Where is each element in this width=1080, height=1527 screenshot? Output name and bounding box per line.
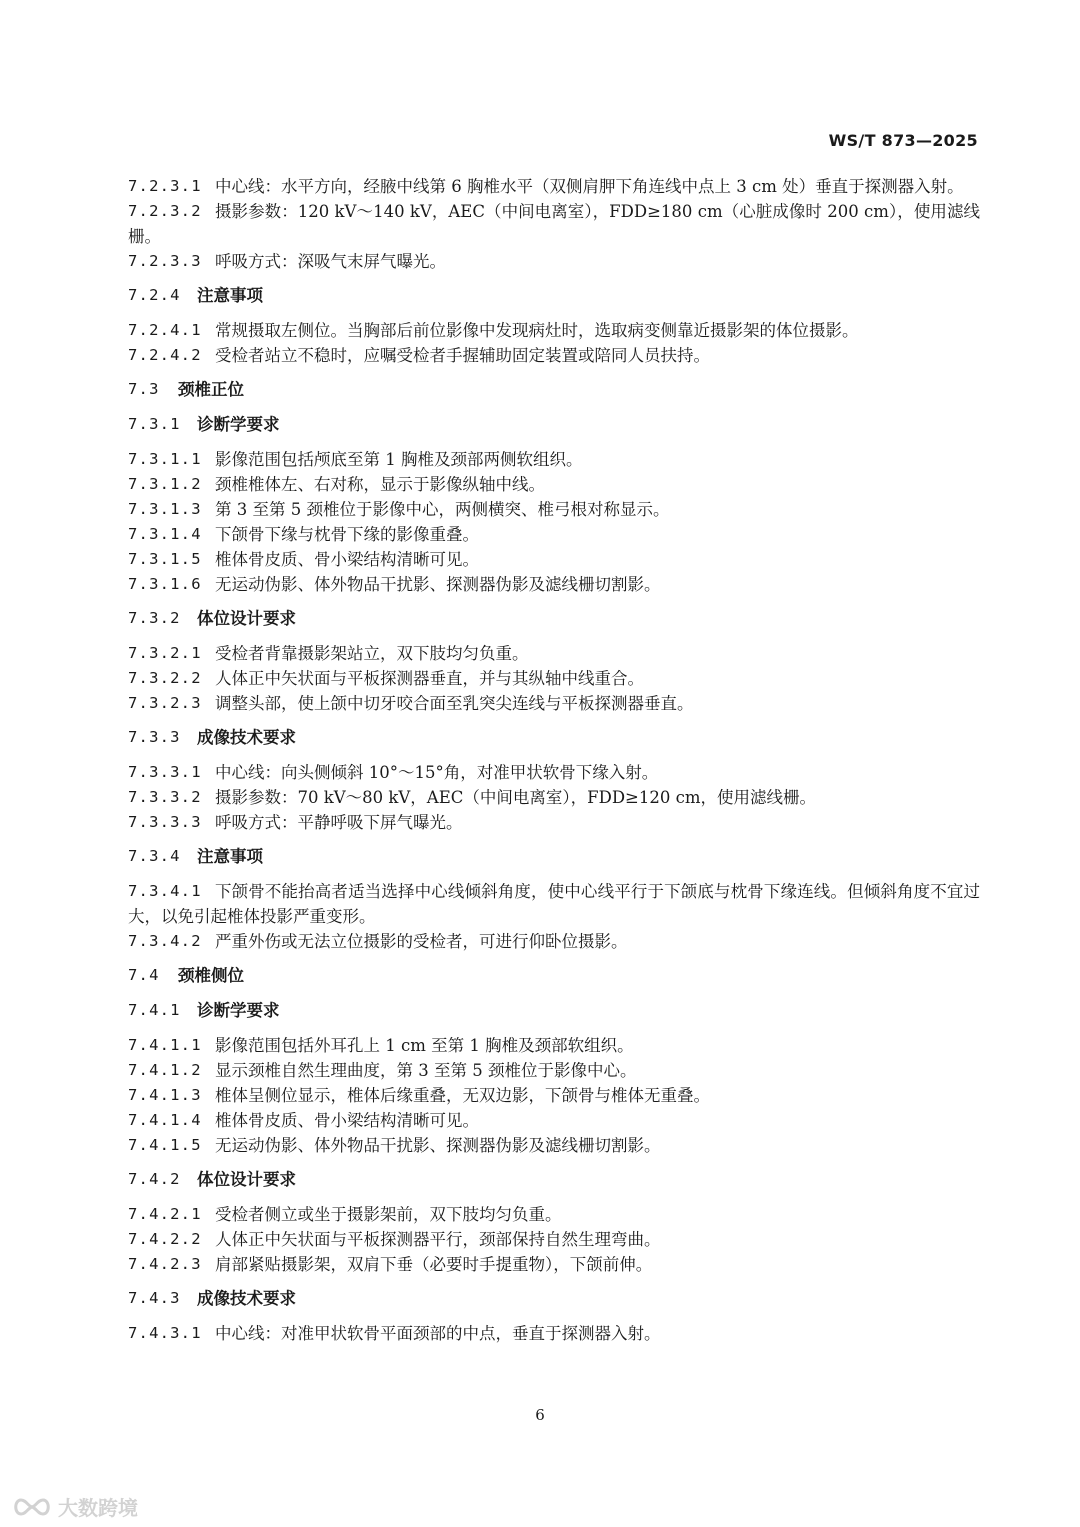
clause-text: 中心线：对准甲状软骨平面颈部的中点，垂直于探测器入射。 [215,1324,661,1343]
clause-text: 呼吸方式：平静呼吸下屏气曝光。 [215,813,463,832]
subsection-heading [128,1286,980,1311]
clause-number: 7.3.2.3 [128,694,202,712]
subsection-heading [128,606,980,631]
clause-text: 受检者背靠摄影架站立，双下肢均匀负重。 [215,644,529,663]
clause-text: 显示颈椎自然生理曲度，第 3 至第 5 颈椎位于影像中心。 [215,1061,637,1080]
clause-number: 7.3 [128,380,160,398]
clause-number: 7.4.2 [128,1170,181,1188]
clause-paragraph [128,1133,980,1158]
infinity-logo-icon [10,1496,54,1518]
clause-number: 7.3.1.4 [128,525,202,543]
section-heading [128,963,980,988]
clause-number: 7.3.1 [128,415,181,433]
clause-paragraph [128,199,980,249]
watermark [10,1492,138,1521]
clause-number: 7.3.1.5 [128,550,202,568]
clause-text: 椎体呈侧位显示，椎体后缘重叠，无双边影，下颌骨与椎体无重叠。 [215,1086,710,1105]
heading-text: 成像技术要求 [197,1289,296,1308]
heading-text: 诊断学要求 [197,1001,280,1020]
heading-text: 注意事项 [197,847,263,866]
clause-paragraph [128,1083,980,1108]
clause-paragraph [128,1108,980,1133]
heading-text: 注意事项 [197,286,263,305]
clause-text: 影像范围包括外耳孔上 1 cm 至第 1 胸椎及颈部软组织。 [215,1036,634,1055]
clause-number: 7.2.3.1 [128,177,202,195]
clause-text: 摄影参数：120 kV～140 kV，AEC（中间电离室），FDD≥180 cm（心脏成像时 200 cm），使用滤线栅。 [128,202,980,246]
clause-number: 7.4 [128,966,160,984]
clause-paragraph [128,1227,980,1252]
heading-text: 成像技术要求 [197,728,296,747]
clause-paragraph [128,522,980,547]
clause-text: 中心线：水平方向，经腋中线第 6 胸椎水平（双侧肩胛下角连线中点上 3 cm 处）垂直于探测器入射。 [215,177,964,196]
clause-paragraph [128,174,980,199]
clause-text: 无运动伪影、体外物品干扰影、探测器伪影及滤线栅切割影。 [215,1136,661,1155]
clause-number: 7.3.1.1 [128,450,202,468]
clause-number: 7.4.3 [128,1289,181,1307]
clause-number: 7.3.3.2 [128,788,202,806]
clause-paragraph [128,760,980,785]
subsection-heading [128,412,980,437]
clause-number: 7.3.4.2 [128,932,202,950]
clause-number: 7.2.4 [128,286,181,304]
watermark-text: 大数跨境 [58,1496,138,1520]
heading-text: 体位设计要求 [197,609,296,628]
clause-number: 7.3.3 [128,728,181,746]
clause-number: 7.3.2 [128,609,181,627]
clause-text: 常规摄取左侧位。当胸部后前位影像中发现病灶时，选取病变侧靠近摄影架的体位摄影。 [215,321,859,340]
clause-text: 中心线：向头侧倾斜 10°～15°角，对准甲状软骨下缘入射。 [215,763,659,782]
clause-number: 7.4.2.2 [128,1230,202,1248]
clause-number: 7.3.1.3 [128,500,202,518]
clause-number: 7.4.1.1 [128,1036,202,1054]
clause-text: 椎体骨皮质、骨小梁结构清晰可见。 [215,1111,479,1130]
clause-paragraph [128,1321,980,1346]
clause-paragraph [128,497,980,522]
clause-text: 肩部紧贴摄影架，双肩下垂（必要时手提重物），下颌前伸。 [215,1255,653,1274]
document-body [128,174,980,1346]
clause-text: 无运动伪影、体外物品干扰影、探测器伪影及滤线栅切割影。 [215,575,661,594]
subsection-heading [128,844,980,869]
clause-text: 摄影参数：70 kV～80 kV，AEC（中间电离室），FDD≥120 cm，使用滤线栅。 [215,788,817,807]
clause-text: 人体正中矢状面与平板探测器垂直，并与其纵轴中线重合。 [215,669,644,688]
clause-number: 7.2.3.3 [128,252,202,270]
subsection-heading [128,998,980,1023]
clause-number: 7.4.1.4 [128,1111,202,1129]
clause-text: 人体正中矢状面与平板探测器平行，颈部保持自然生理弯曲。 [215,1230,661,1249]
subsection-heading [128,725,980,750]
clause-paragraph [128,785,980,810]
clause-paragraph [128,879,980,929]
clause-paragraph [128,641,980,666]
clause-paragraph [128,1058,980,1083]
clause-paragraph [128,666,980,691]
clause-paragraph [128,691,980,716]
clause-paragraph [128,929,980,954]
clause-number: 7.4.2.3 [128,1255,202,1273]
clause-text: 受检者站立不稳时，应嘱受检者手握辅助固定装置或陪同人员扶持。 [215,346,710,365]
clause-number: 7.3.2.1 [128,644,202,662]
page-number: 6 [535,1406,545,1424]
clause-number: 7.2.4.1 [128,321,202,339]
clause-text: 调整头部，使上颌中切牙咬合面至乳突尖连线与平板探测器垂直。 [215,694,694,713]
subsection-heading [128,283,980,308]
clause-number: 7.4.1 [128,1001,181,1019]
clause-paragraph [128,547,980,572]
heading-text: 诊断学要求 [197,415,280,434]
clause-text: 下颌骨下缘与枕骨下缘的影像重叠。 [215,525,479,544]
clause-number: 7.4.1.2 [128,1061,202,1079]
clause-text: 椎体骨皮质、骨小梁结构清晰可见。 [215,550,479,569]
clause-number: 7.3.4.1 [128,882,202,900]
clause-number: 7.3.1.2 [128,475,202,493]
clause-text: 第 3 至第 5 颈椎位于影像中心，两侧横突、椎弓根对称显示。 [215,500,670,519]
clause-paragraph [128,1252,980,1277]
clause-paragraph [128,572,980,597]
clause-number: 7.2.3.2 [128,202,202,220]
clause-text: 受检者侧立或坐于摄影架前，双下肢均匀负重。 [215,1205,562,1224]
clause-number: 7.2.4.2 [128,346,202,364]
clause-number: 7.3.4 [128,847,181,865]
clause-text: 影像范围包括颅底至第 1 胸椎及颈部两侧软组织。 [215,450,583,469]
standard-code: WS/T 873—2025 [828,131,978,150]
clause-number: 7.3.1.6 [128,575,202,593]
clause-text: 严重外伤或无法立位摄影的受检者，可进行仰卧位摄影。 [215,932,628,951]
clause-paragraph [128,810,980,835]
subsection-heading [128,1167,980,1192]
clause-text: 颈椎椎体左、右对称，显示于影像纵轴中线。 [215,475,545,494]
heading-text: 颈椎侧位 [178,966,244,985]
heading-text: 体位设计要求 [197,1170,296,1189]
clause-number: 7.4.2.1 [128,1205,202,1223]
clause-paragraph [128,343,980,368]
clause-paragraph [128,1202,980,1227]
clause-text: 下颌骨不能抬高者适当选择中心线倾斜角度，使中心线平行于下颌底与枕骨下缘连线。但倾斜角度不宜过大，以免引起椎体投影严重变形。 [128,882,980,926]
clause-paragraph [128,447,980,472]
clause-number: 7.4.1.3 [128,1086,202,1104]
clause-paragraph [128,1033,980,1058]
heading-text: 颈椎正位 [178,380,244,399]
clause-number: 7.3.3.1 [128,763,202,781]
clause-number: 7.3.3.3 [128,813,202,831]
clause-paragraph [128,318,980,343]
clause-paragraph [128,472,980,497]
clause-number: 7.3.2.2 [128,669,202,687]
section-heading [128,377,980,402]
clause-text: 呼吸方式：深吸气末屏气曝光。 [215,252,446,271]
clause-number: 7.4.1.5 [128,1136,202,1154]
clause-number: 7.4.3.1 [128,1324,202,1342]
clause-paragraph [128,249,980,274]
